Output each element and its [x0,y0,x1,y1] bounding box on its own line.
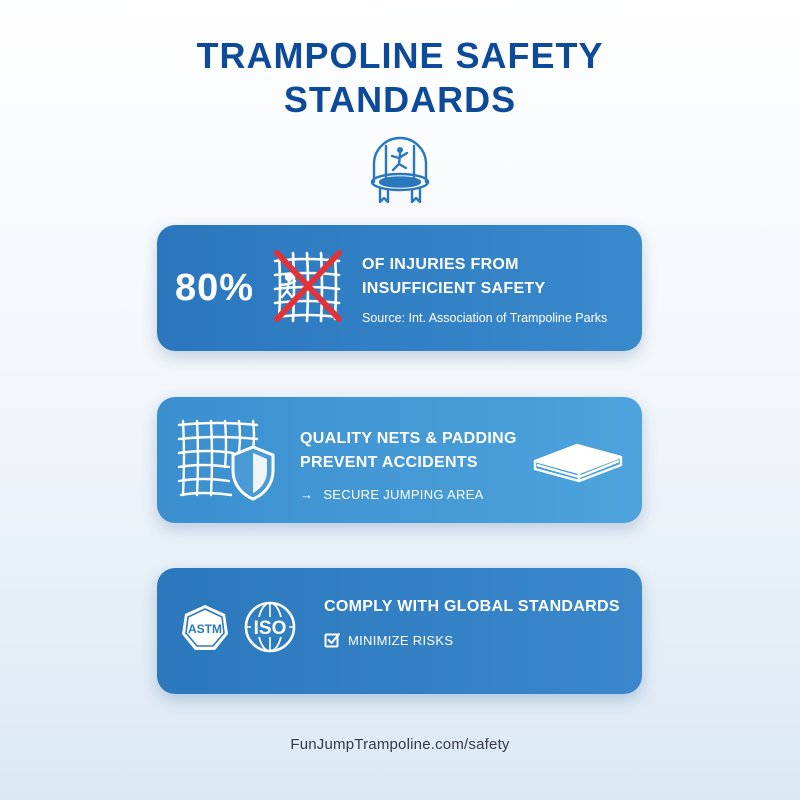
standards-heading: COMPLY WITH GLOBAL STANDARDS [324,598,620,615]
minimize-risks-bullet [324,632,453,648]
injury-heading-line1: OF INJURIES FROM [362,256,519,273]
injury-percentage: 80% [175,267,255,309]
crossed-out-net-icon [269,247,345,325]
standards-card [157,568,642,694]
secure-area-bullet [300,487,484,502]
nets-heading [300,427,517,475]
arrow-right-icon: → [300,487,314,502]
injury-heading-line2: INSUFFICIENT SAFETY [362,280,546,297]
footer-url: FunJumpTrampoline.com/safety [290,736,510,753]
iso-logo-icon [243,600,297,654]
source-citation: Source: Int. Association of Trampoline Parks [362,311,608,325]
net-shield-icon [177,417,275,501]
iso-logo-text: ISO [253,618,287,639]
checkbox-icon [324,632,340,648]
page-title-line1: TRAMPOLINE SAFETY [196,35,604,76]
astm-logo-text: ASTM [188,622,222,636]
injury-stat-card [157,225,642,351]
nets-heading-line1: QUALITY NETS & PADDING [300,430,517,447]
nets-heading-line2: PREVENT ACCIDENTS [300,454,478,471]
trampoline-enclosure-icon [366,136,434,208]
astm-logo-icon [179,602,231,654]
nets-padding-card [157,397,642,523]
page-title [0,34,800,122]
minimize-risks-text: MINIMIZE RISKS [348,632,454,648]
secure-area-text: SECURE JUMPING AREA [323,487,484,502]
padding-mat-icon [531,439,625,483]
page-title-line2: STANDARDS [283,79,517,120]
injury-heading [362,253,545,301]
